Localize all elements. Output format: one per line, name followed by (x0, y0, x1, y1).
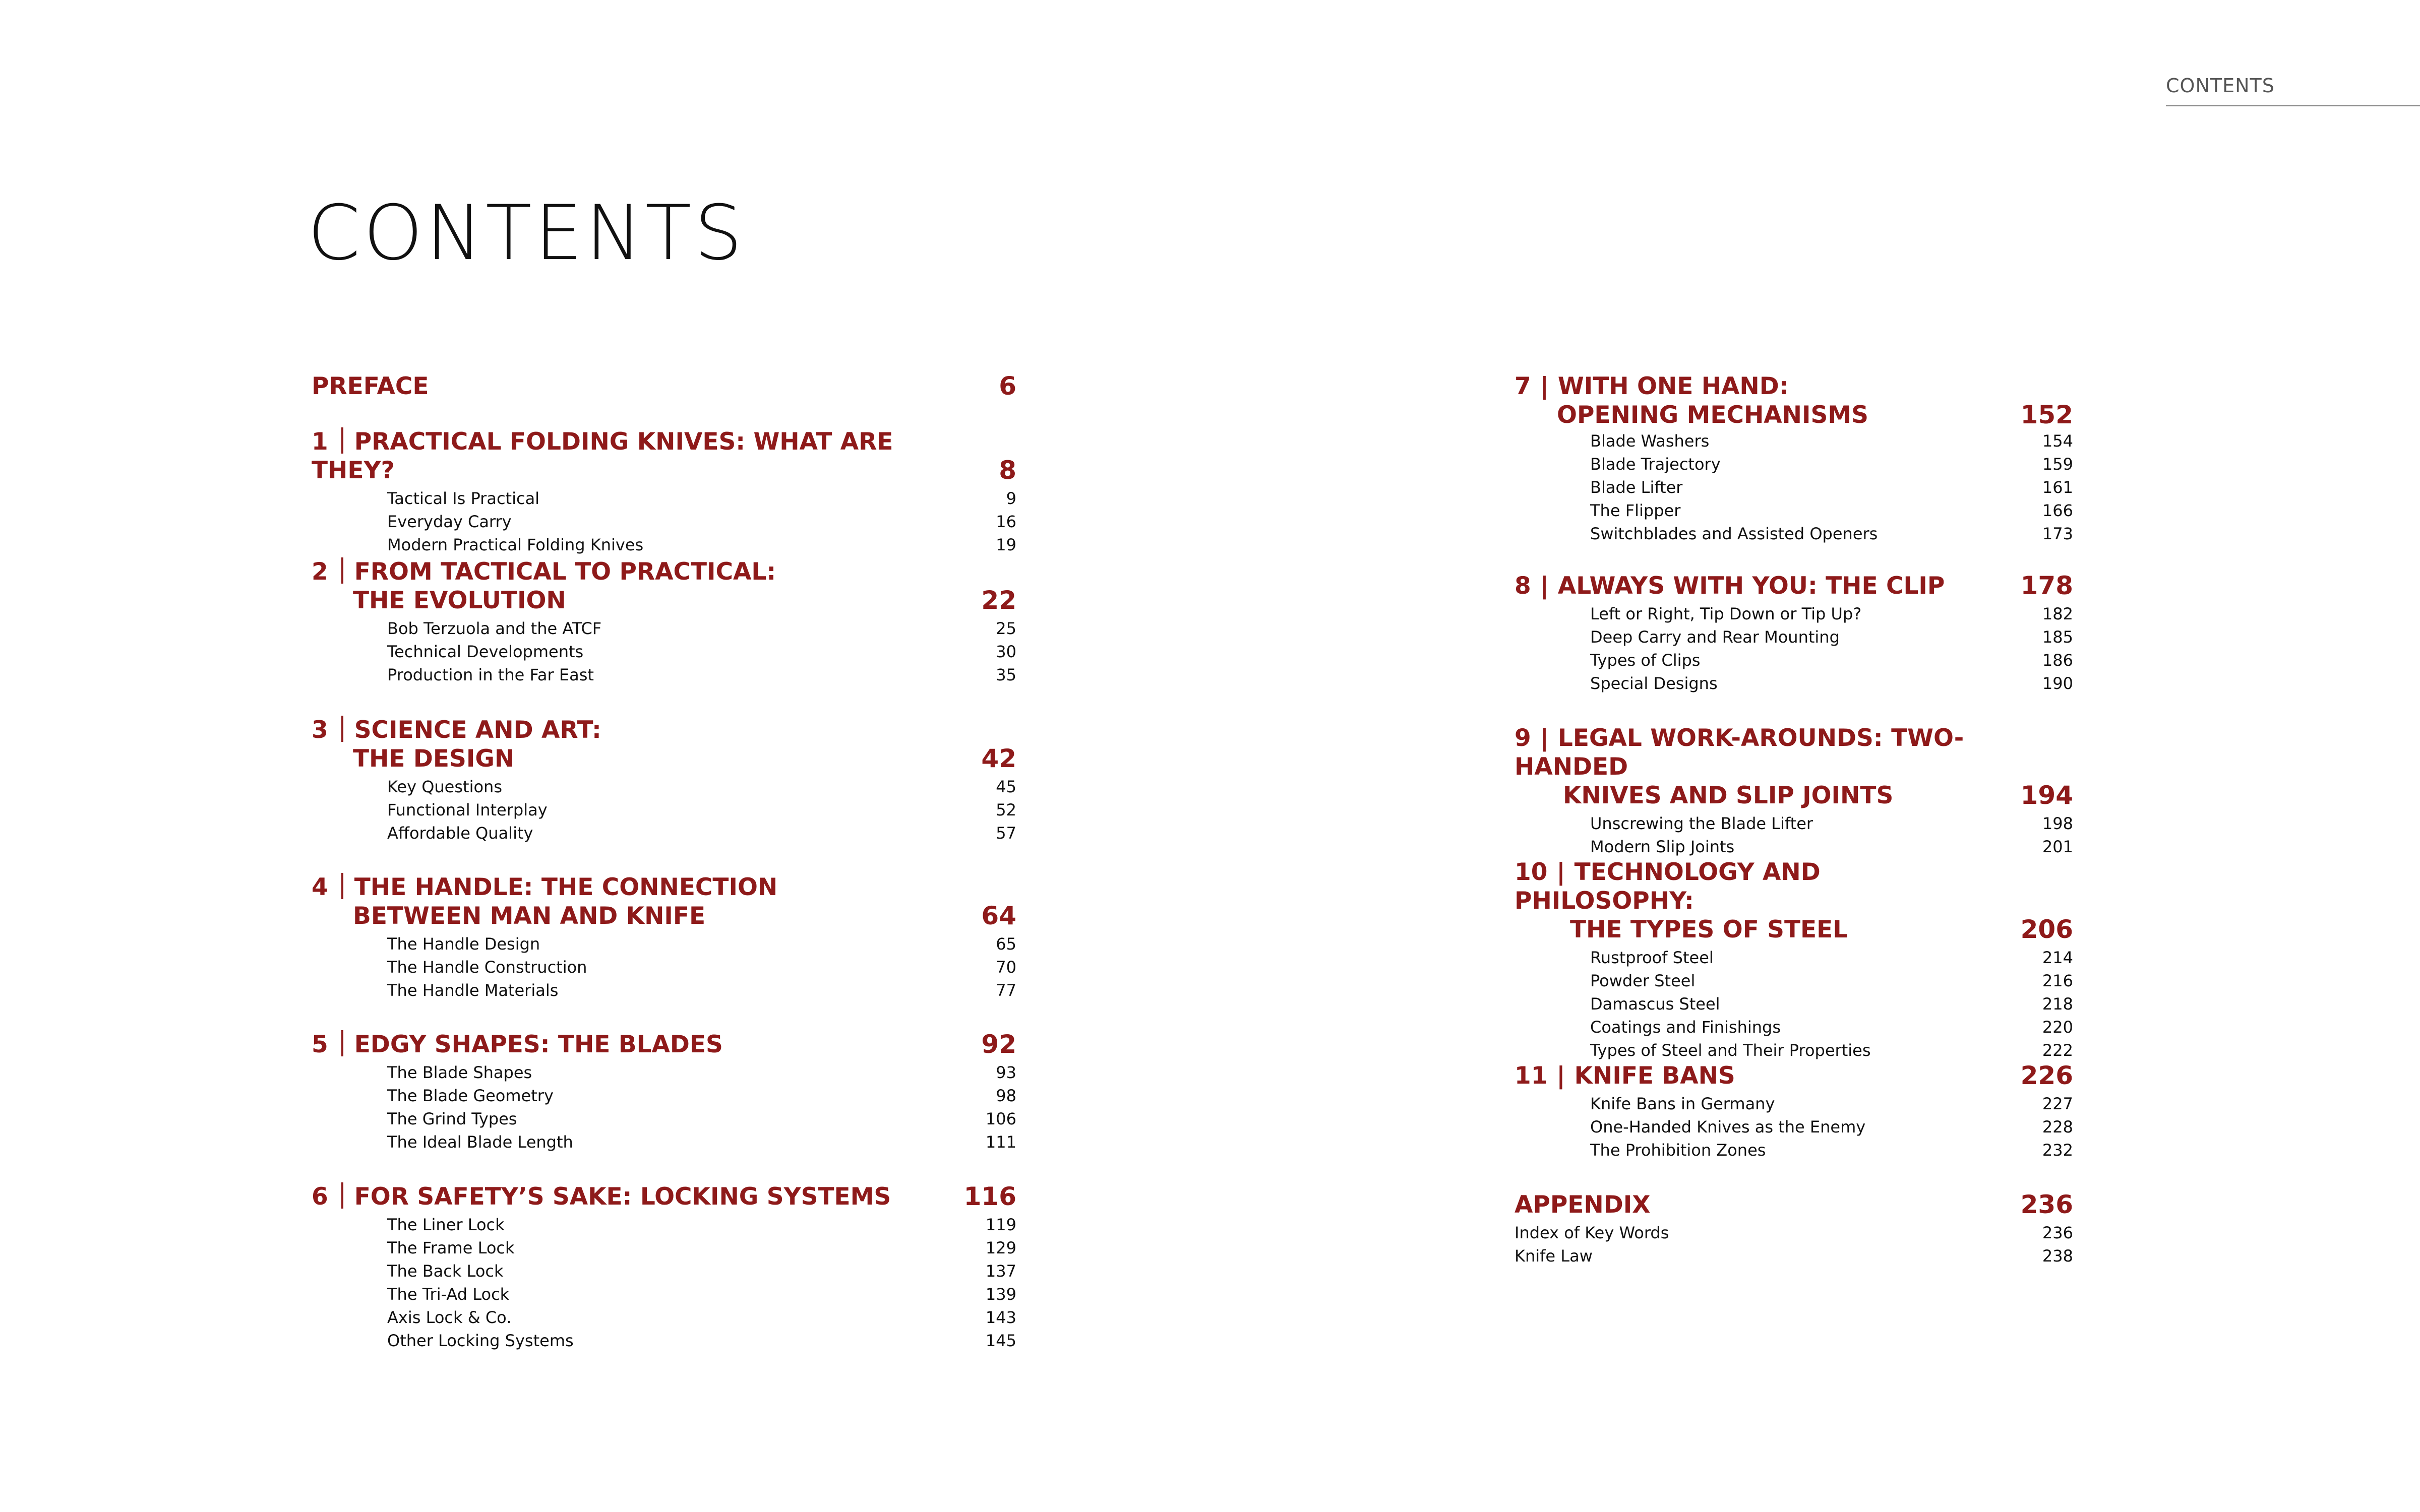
section-list (1515, 1092, 2073, 1162)
section-title: Powder Steel (1590, 971, 1696, 990)
section-item[interactable] (1515, 835, 2073, 858)
appendix-item-page: 238 (2042, 1246, 2073, 1266)
section-page: 52 (996, 800, 1016, 820)
section-title: Everyday Carry (387, 512, 512, 531)
section-title: The Liner Lock (387, 1215, 505, 1234)
chapter-title-line-1: KNIFE BANS (1574, 1062, 1735, 1090)
section-title: Production in the Far East (387, 665, 594, 684)
section-item[interactable] (312, 1061, 1016, 1084)
section-title: Bob Terzuola and the ATCF (387, 619, 602, 638)
section-title: Blade Lifter (1590, 478, 1683, 497)
section-page: 143 (985, 1308, 1016, 1327)
section-page: 185 (2042, 627, 2073, 647)
section-page: 25 (996, 619, 1016, 638)
section-item[interactable] (1515, 625, 2073, 649)
chapter-page: 226 (2020, 1061, 2073, 1090)
section-title: Deep Carry and Rear Mounting (1590, 627, 1840, 647)
section-page: 111 (985, 1132, 1016, 1152)
appendix-page: 236 (2020, 1190, 2073, 1219)
chapter-heading[interactable] (312, 716, 1016, 773)
section-title: Tactical Is Practical (387, 489, 540, 508)
section-list (312, 1213, 1016, 1352)
chapter-title-line-1: FROM TACTICAL TO PRACTICAL: (354, 558, 776, 586)
toc-chapter-11 (1515, 1061, 2073, 1162)
section-title: Rustproof Steel (1590, 948, 1714, 967)
running-head-label: CONTENTS (2166, 75, 2275, 97)
section-page: 139 (985, 1285, 1016, 1304)
toc-chapter-9 (1515, 724, 2073, 858)
section-item[interactable] (1515, 499, 2073, 522)
section-page: 19 (996, 535, 1016, 554)
appendix-list (1515, 1221, 2073, 1268)
section-title: Coatings and Finishings (1590, 1018, 1781, 1037)
section-title: Affordable Quality (387, 824, 533, 843)
section-page: 227 (2042, 1094, 2073, 1113)
divider-pipe: | (1556, 1062, 1565, 1090)
chapter-title-line-2: KNIVES AND SLIP JOINTS (1563, 782, 1894, 809)
section-title: Special Designs (1590, 674, 1718, 693)
section-title: Knife Bans in Germany (1590, 1094, 1775, 1113)
section-page: 159 (2042, 455, 2073, 474)
chapter-heading[interactable] (1515, 724, 2073, 810)
section-item[interactable] (312, 822, 1016, 845)
section-title: Left or Right, Tip Down or Tip Up? (1590, 604, 1862, 623)
page-title: CONTENTS (308, 190, 746, 277)
section-page: 145 (985, 1331, 1016, 1350)
section-item[interactable] (1515, 602, 2073, 625)
section-page: 129 (985, 1238, 1016, 1257)
section-item[interactable] (312, 617, 1016, 640)
section-item[interactable] (312, 1329, 1016, 1352)
section-item[interactable] (1515, 1039, 2073, 1062)
section-title: The Back Lock (387, 1262, 504, 1281)
toc-chapter-3 (312, 716, 1016, 845)
section-title: Key Questions (387, 777, 502, 796)
chapter-number: 6 (312, 1183, 328, 1211)
appendix-item-title: Index of Key Words (1515, 1223, 1669, 1242)
section-page: 45 (996, 777, 1016, 796)
section-item[interactable] (1515, 992, 2073, 1016)
section-list (312, 775, 1016, 845)
running-head (2166, 75, 2420, 106)
section-item[interactable] (1515, 1016, 2073, 1039)
section-title: Technical Developments (387, 642, 584, 661)
section-item[interactable] (312, 1107, 1016, 1130)
section-page: 137 (985, 1262, 1016, 1281)
chapter-title-line-1: THE HANDLE: THE CONNECTION (354, 873, 778, 901)
chapter-title-line-1: WITH ONE HAND: (1557, 372, 1789, 400)
section-title: Types of Clips (1590, 651, 1701, 670)
section-title: Other Locking Systems (387, 1331, 574, 1350)
divider-bar (341, 1182, 343, 1209)
chapter-page: 64 (981, 901, 1016, 930)
section-item[interactable] (312, 1213, 1016, 1236)
chapter-title-line-2: BETWEEN MAN AND KNIFE (353, 902, 706, 930)
chapter-title-line-1: SCIENCE AND ART: (354, 716, 601, 744)
chapter-heading[interactable] (312, 557, 1016, 615)
chapter-title-line-2: OPENING MECHANISMS (1557, 401, 1868, 429)
toc-appendix (1515, 1190, 2073, 1268)
section-title: Blade Trajectory (1590, 455, 1721, 474)
chapter-page: 194 (2020, 781, 2073, 810)
chapter-title-line-1: PRACTICAL FOLDING KNIVES: WHAT ARE THEY? (312, 428, 893, 484)
section-item[interactable] (1515, 672, 2073, 695)
section-page: 220 (2042, 1018, 2073, 1037)
section-page: 106 (985, 1109, 1016, 1128)
chapter-page: 92 (981, 1030, 1016, 1059)
section-page: 214 (2042, 948, 2073, 967)
section-list (312, 1061, 1016, 1154)
section-title: Axis Lock & Co. (387, 1308, 512, 1327)
section-page: 93 (996, 1063, 1016, 1082)
section-page: 166 (2042, 501, 2073, 520)
section-page: 201 (2042, 837, 2073, 856)
entry-page: 6 (999, 371, 1016, 401)
chapter-heading[interactable] (312, 427, 1016, 485)
section-title: Unscrewing the Blade Lifter (1590, 814, 1813, 833)
toc-chapter-6 (312, 1182, 1016, 1352)
section-item[interactable] (312, 487, 1016, 510)
section-page: 98 (996, 1086, 1016, 1105)
chapter-number: 10 (1515, 858, 1548, 886)
divider-pipe: | (1540, 572, 1549, 600)
section-item[interactable] (312, 1259, 1016, 1283)
chapter-title-line-1: ALWAYS WITH YOU: THE CLIP (1557, 572, 1945, 600)
chapter-page: 152 (2020, 400, 2073, 429)
section-list (1515, 812, 2073, 858)
section-title: The Blade Shapes (387, 1063, 532, 1082)
chapter-number: 4 (312, 873, 328, 901)
chapter-page: 22 (981, 586, 1016, 615)
toc-chapter-4 (312, 873, 1016, 1002)
section-page: 57 (996, 824, 1016, 843)
chapter-heading[interactable] (1515, 1061, 2073, 1090)
divider-bar (341, 1030, 343, 1056)
chapter-number: 5 (312, 1031, 328, 1058)
chapter-page: 116 (963, 1182, 1016, 1211)
chapter-number: 9 (1515, 724, 1531, 752)
toc-entry-preface[interactable] (312, 372, 1016, 401)
section-item[interactable] (312, 640, 1016, 663)
section-title: Damascus Steel (1590, 994, 1720, 1014)
toc-chapter-1 (312, 427, 1016, 556)
section-title: The Flipper (1590, 501, 1681, 520)
chapter-title-line-2: THE TYPES OF STEEL (1570, 916, 1848, 943)
section-item[interactable] (312, 1283, 1016, 1306)
chapter-heading[interactable] (1515, 572, 2073, 600)
entry-title: PREFACE (312, 372, 429, 400)
chapter-title-line-2: THE DESIGN (353, 745, 515, 773)
section-item[interactable] (1515, 453, 2073, 476)
chapter-title-line-1: FOR SAFETY’S SAKE: LOCKING SYSTEMS (354, 1183, 891, 1211)
section-item[interactable] (312, 663, 1016, 686)
section-item[interactable] (312, 1306, 1016, 1329)
section-title: The Frame Lock (387, 1238, 515, 1257)
section-page: 228 (2042, 1117, 2073, 1137)
divider-pipe: | (1540, 372, 1549, 400)
section-title: The Tri-Ad Lock (387, 1285, 510, 1304)
section-item[interactable] (1515, 649, 2073, 672)
section-item[interactable] (1515, 969, 2073, 992)
section-list (1515, 602, 2073, 695)
chapter-heading[interactable] (1515, 858, 2073, 944)
section-page: 16 (996, 512, 1016, 531)
section-item[interactable] (1515, 429, 2073, 453)
section-page: 161 (2042, 478, 2073, 497)
section-title: The Grind Types (387, 1109, 517, 1128)
section-page: 119 (985, 1215, 1016, 1234)
section-item[interactable] (1515, 1139, 2073, 1162)
section-page: 216 (2042, 971, 2073, 990)
section-item[interactable] (312, 1130, 1016, 1154)
section-item[interactable] (1515, 476, 2073, 499)
toc-chapter-10 (1515, 858, 2073, 1062)
section-page: 30 (996, 642, 1016, 661)
chapter-number: 11 (1515, 1062, 1548, 1090)
chapter-heading[interactable] (1515, 372, 2073, 429)
section-list (312, 617, 1016, 686)
appendix-item-title: Knife Law (1515, 1246, 1593, 1266)
toc-chapter-8 (1515, 572, 2073, 695)
divider-bar (341, 557, 343, 584)
section-item[interactable] (312, 932, 1016, 956)
section-list (312, 932, 1016, 1002)
section-title: Modern Slip Joints (1590, 837, 1735, 856)
chapter-page: 8 (999, 456, 1016, 485)
chapter-number: 3 (312, 716, 328, 744)
appendix-item[interactable] (1515, 1221, 2073, 1244)
section-page: 198 (2042, 814, 2073, 833)
divider-bar (341, 716, 343, 742)
section-page: 65 (996, 934, 1016, 954)
section-title: The Handle Materials (387, 981, 559, 1000)
section-item[interactable] (1515, 522, 2073, 545)
appendix-item[interactable] (1515, 1244, 2073, 1268)
section-list (312, 487, 1016, 556)
section-item[interactable] (312, 533, 1016, 556)
section-title: The Prohibition Zones (1590, 1141, 1766, 1160)
section-item[interactable] (1515, 946, 2073, 969)
section-title: The Ideal Blade Length (387, 1132, 573, 1152)
section-title: Types of Steel and Their Properties (1590, 1041, 1871, 1060)
divider-pipe: | (1556, 858, 1565, 886)
section-page: 232 (2042, 1141, 2073, 1160)
section-page: 173 (2042, 524, 2073, 543)
toc-chapter-5 (312, 1030, 1016, 1154)
section-page: 182 (2042, 604, 2073, 623)
section-item[interactable] (1515, 1115, 2073, 1139)
section-title: The Handle Construction (387, 958, 587, 977)
section-list (1515, 946, 2073, 1062)
chapter-number: 1 (312, 428, 328, 456)
section-title: The Handle Design (387, 934, 540, 954)
chapter-heading[interactable] (312, 873, 1016, 930)
chapter-number: 7 (1515, 372, 1531, 400)
section-title: Functional Interplay (387, 800, 548, 820)
section-item[interactable] (312, 798, 1016, 822)
chapter-heading[interactable] (312, 1030, 1016, 1059)
section-item[interactable] (312, 956, 1016, 979)
section-item[interactable] (312, 1084, 1016, 1107)
section-title: The Blade Geometry (387, 1086, 554, 1105)
divider-bar (341, 427, 343, 454)
appendix-item-page: 236 (2042, 1223, 2073, 1242)
section-item[interactable] (312, 775, 1016, 798)
chapter-title-line-1: LEGAL WORK-AROUNDS: TWO-HANDED (1515, 724, 1964, 781)
chapter-heading[interactable] (312, 1182, 1016, 1211)
section-title: Blade Washers (1590, 431, 1710, 451)
appendix-title: APPENDIX (1515, 1191, 1651, 1219)
section-page: 222 (2042, 1041, 2073, 1060)
section-page: 70 (996, 958, 1016, 977)
section-item[interactable] (312, 510, 1016, 533)
section-item[interactable] (1515, 1092, 2073, 1115)
section-page: 9 (1006, 489, 1016, 508)
divider-bar (341, 873, 343, 899)
section-page: 154 (2042, 431, 2073, 451)
divider-pipe: | (1540, 724, 1549, 752)
chapter-title-line-1: TECHNOLOGY AND PHILOSOPHY: (1515, 858, 1821, 915)
section-item[interactable] (312, 979, 1016, 1002)
toc-chapter-2 (312, 557, 1016, 686)
section-title: Modern Practical Folding Knives (387, 535, 644, 554)
section-title: One-Handed Knives as the Enemy (1590, 1117, 1866, 1137)
chapter-page: 42 (981, 744, 1016, 773)
chapter-title-line-2: THE EVOLUTION (353, 587, 566, 614)
appendix-heading[interactable] (1515, 1190, 2073, 1219)
section-page: 186 (2042, 651, 2073, 670)
section-page: 218 (2042, 994, 2073, 1014)
chapter-page: 206 (2020, 915, 2073, 944)
chapter-title-line-1: EDGY SHAPES: THE BLADES (354, 1031, 723, 1058)
chapter-number: 8 (1515, 572, 1531, 600)
toc-chapter-7 (1515, 372, 2073, 545)
chapter-page: 178 (2020, 571, 2073, 600)
section-title: Switchblades and Assisted Openers (1590, 524, 1878, 543)
section-page: 35 (996, 665, 1016, 684)
section-list (1515, 429, 2073, 545)
chapter-number: 2 (312, 558, 328, 586)
section-item[interactable] (1515, 812, 2073, 835)
section-page: 77 (996, 981, 1016, 1000)
section-page: 190 (2042, 674, 2073, 693)
section-item[interactable] (312, 1236, 1016, 1259)
